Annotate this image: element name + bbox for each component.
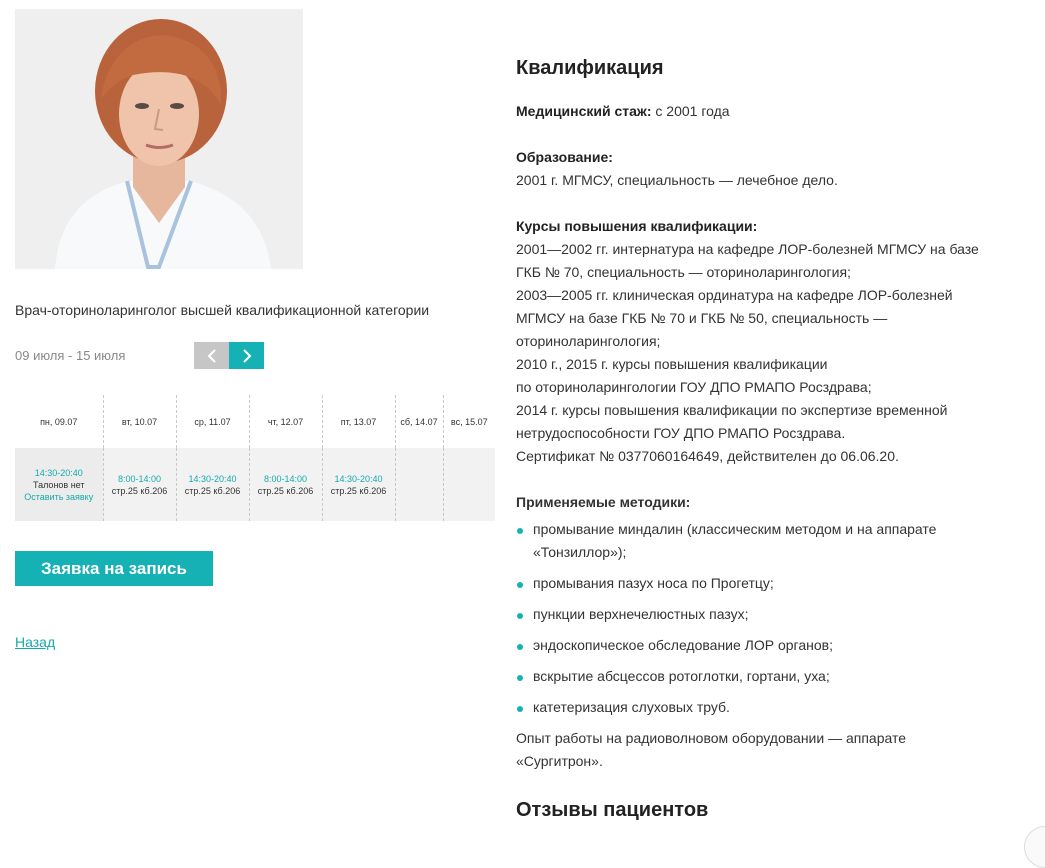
doctor-portrait-image bbox=[15, 9, 303, 269]
day-header: пн, 09.07 bbox=[15, 395, 103, 448]
schedule-cell-sat bbox=[395, 448, 443, 521]
day-header: сб, 14.07 bbox=[395, 395, 443, 448]
methods-label: Применяемые методики: bbox=[516, 494, 691, 510]
course-line: МГМСУ на базе ГКБ № 70 и ГКБ № 50, специальность — bbox=[516, 310, 888, 326]
list-item: пункции верхнечелюстных пазух; bbox=[516, 603, 1016, 626]
experience-line bbox=[516, 100, 1016, 123]
schedule-slots-row bbox=[15, 448, 495, 521]
day-header: пт, 13.07 bbox=[322, 395, 395, 448]
experience-value: с 2001 года bbox=[651, 103, 730, 119]
bullet-icon bbox=[517, 528, 523, 534]
slot-time[interactable]: 14:30-20:40 bbox=[188, 473, 237, 484]
list-item: катетеризация слуховых труб. bbox=[516, 696, 1016, 719]
slot-room: стр.25 кб.206 bbox=[184, 485, 241, 496]
scroll-top-button[interactable] bbox=[1024, 826, 1045, 868]
back-link[interactable]: Назад bbox=[15, 634, 56, 650]
doctor-specialty: Врач-оториноларинголог высшей квалификационной категории bbox=[15, 302, 430, 318]
slot-time[interactable]: 8:00-14:00 bbox=[263, 473, 308, 484]
schedule-week-range: 09 июля - 15 июля bbox=[15, 348, 126, 363]
course-line: оториноларингология; bbox=[516, 333, 661, 349]
qualification-section bbox=[516, 55, 1016, 842]
doctor-photo bbox=[15, 9, 303, 269]
chevron-right-icon bbox=[241, 348, 253, 364]
reviews-title: Отзывы пациентов bbox=[516, 799, 709, 821]
list-item: эндоскопическое обследование ЛОР органов; bbox=[516, 634, 1016, 657]
bullet-icon bbox=[517, 706, 523, 712]
course-line: 2014 г. курсы повышения квалификации по экспертизе временной bbox=[516, 402, 948, 418]
schedule-cell-sun bbox=[443, 448, 495, 521]
education-label: Образование: bbox=[516, 149, 613, 165]
experience-label: Медицинский стаж: bbox=[516, 103, 652, 119]
course-line: 2010 г., 2015 г. курсы повышения квалификации bbox=[516, 356, 828, 372]
course-line: 2001—2002 гг. интернатура на кафедре ЛОР-болезней МГМСУ на базе bbox=[516, 241, 979, 257]
schedule-cell-thu bbox=[249, 448, 322, 521]
slot-time[interactable]: 14:30-20:40 bbox=[334, 473, 383, 484]
courses-block bbox=[516, 215, 1016, 468]
schedule-table bbox=[15, 395, 495, 521]
bullet-icon bbox=[517, 644, 523, 650]
day-header: чт, 12.07 bbox=[249, 395, 322, 448]
bullet-icon bbox=[517, 613, 523, 619]
bullet-icon bbox=[517, 582, 523, 588]
chevron-left-icon bbox=[206, 348, 218, 364]
course-line: 2003—2005 гг. клиническая ординатура на кафедре ЛОР-болезней bbox=[516, 287, 953, 303]
methods-list bbox=[516, 518, 1016, 719]
radio-equipment-text: Опыт работы на радиоволновом оборудовании — аппарате «Сургитрон». bbox=[516, 730, 907, 769]
schedule-cell-fri bbox=[322, 448, 395, 521]
schedule-header-row bbox=[15, 395, 495, 448]
day-header: ср, 11.07 bbox=[176, 395, 249, 448]
slot-room: стр.25 кб.206 bbox=[257, 485, 314, 496]
day-header: вт, 10.07 bbox=[103, 395, 176, 448]
course-line: по оториноларингологии ГОУ ДПО РМАПО Росздрава; bbox=[516, 379, 872, 395]
book-appointment-button[interactable]: Заявка на запись bbox=[15, 551, 213, 586]
list-item: промывание миндалин (классическим методом и на аппарате «Тонзиллор»); bbox=[516, 518, 1016, 564]
education-block bbox=[516, 146, 1016, 192]
course-line: Сертификат № 0377060164649, действителен до 06.06.20. bbox=[516, 448, 899, 464]
bullet-icon bbox=[517, 675, 523, 681]
day-header: вс, 15.07 bbox=[450, 416, 488, 427]
prev-week-button[interactable] bbox=[194, 342, 229, 369]
slot-room: стр.25 кб.206 bbox=[330, 485, 387, 496]
qualification-title: Квалификация bbox=[516, 57, 664, 79]
courses-label: Курсы повышения квалификации: bbox=[516, 218, 758, 234]
course-line: нетрудоспособности ГОУ ДПО РМАПО Росздрава. bbox=[516, 425, 846, 441]
slot-room: стр.25 кб.206 bbox=[111, 485, 168, 496]
list-item: вскрытие абсцессов ротоглотки, гортани, уха; bbox=[516, 665, 1016, 688]
next-week-button[interactable] bbox=[229, 342, 264, 369]
list-item: промывания пазух носа по Прогетцу; bbox=[516, 572, 1016, 595]
schedule-cell-tue bbox=[103, 448, 176, 521]
schedule-cell-wed bbox=[176, 448, 249, 521]
no-tickets-label: Талонов нет bbox=[32, 479, 85, 490]
leave-request-link[interactable]: Оставить заявку bbox=[24, 491, 94, 502]
slot-time[interactable]: 14:30-20:40 bbox=[34, 467, 83, 478]
schedule-cell-mon bbox=[15, 448, 103, 521]
course-line: ГКБ № 70, специальность — оториноларингология; bbox=[516, 264, 851, 280]
education-text: 2001 г. МГМСУ, специальность — лечебное дело. bbox=[516, 172, 838, 188]
slot-time[interactable]: 8:00-14:00 bbox=[117, 473, 162, 484]
